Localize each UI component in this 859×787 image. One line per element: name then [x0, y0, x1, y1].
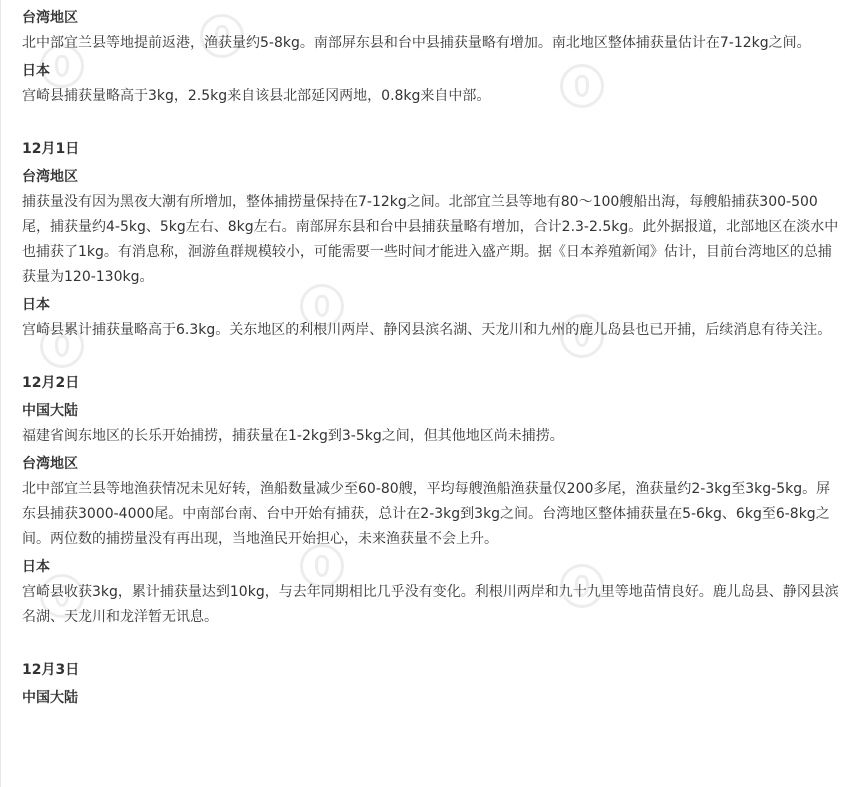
region-heading: 台湾地区	[22, 10, 78, 26]
report-paragraph: 北中部宜兰县等地提前返港，渔获量约5-8kg。南部屏东县和台中县捕获量略有增加。南北地区整体捕获量估计在7-12kg之间。	[22, 35, 811, 51]
date-heading: 12月1日	[22, 141, 80, 157]
region-heading: 日本	[22, 559, 50, 575]
region-heading: 台湾地区	[22, 456, 78, 472]
report-paragraph: 北中部宜兰县等地渔获情况未见好转，渔船数量减少至60-80艘，平均每艘渔船渔获量仅200多尾，渔获量约2-3kg至3kg-5kg。屏东县捕获3000-4000尾。中南部台南、台中开始有捕获，总计在2-3kg到3kg之间。台湾地区整体捕获量在5-6kg、6kg至6-8kg之间。两位数的捕捞量没有再出现，当地渔民开始担心，未来渔获量不会上升。	[22, 481, 831, 547]
date-heading: 12月3日	[22, 662, 80, 678]
region-heading: 中国大陆	[22, 690, 78, 706]
region-heading: 中国大陆	[22, 403, 78, 419]
report-paragraph: 宫崎县捕获量略高于3kg，2.5kg来自该县北部延冈两地，0.8kg来自中部。	[22, 88, 491, 104]
report-paragraph: 福建省闽东地区的长乐开始捕捞，捕获量在1-2kg到3-5kg之间，但其他地区尚未捕捞。	[22, 428, 564, 444]
report-paragraph: 捕获量没有因为黑夜大潮有所增加，整体捕捞量保持在7-12kg之间。北部宜兰县等地有80～100艘船出海，每艘船捕获300-500尾，捕获量约4-5kg、5kg左右、8kg左右。南部屏东县和台中县捕获量略有增加，合计2.3-2.5kg。此外据报道，北部地区在淡水中也捕获了1kg。有消息称，洄游鱼群规模较小，可能需要一些时间才能进入盛产期。据《日本养殖新闻》估计，目前台湾地区的总捕获量为120-130kg。	[22, 194, 839, 285]
report-paragraph: 宫崎县收获3kg，累计捕获量达到10kg，与去年同期相比几乎没有变化。利根川两岸和九十九里等地苗情良好。鹿儿岛县、静冈县滨名湖、天龙川和龙洋暂无讯息。	[22, 584, 839, 625]
region-heading: 台湾地区	[22, 169, 78, 185]
date-heading: 12月2日	[22, 375, 80, 391]
region-heading: 日本	[22, 63, 50, 79]
report-paragraph: 宫崎县累计捕获量略高于6.3kg。关东地区的利根川两岸、静冈县滨名湖、天龙川和九州的鹿儿岛县也已开捕，后续消息有待关注。	[22, 322, 832, 338]
region-heading: 日本	[22, 297, 50, 313]
